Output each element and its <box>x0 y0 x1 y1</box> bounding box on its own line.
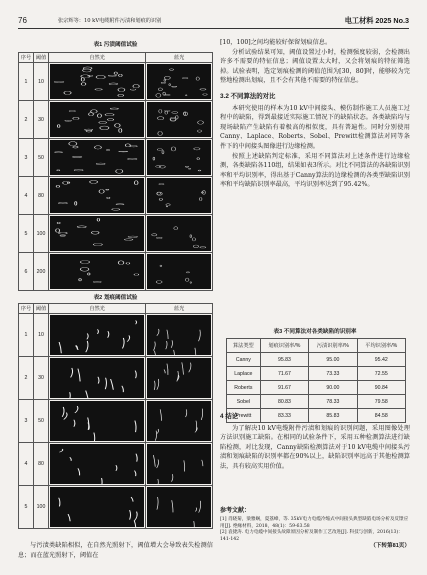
table1 <box>18 52 213 291</box>
running-header <box>18 14 409 28</box>
table2-blue-edge-image <box>147 358 211 398</box>
table2-index: 4 <box>19 443 34 486</box>
table3-cell: 95.00 <box>309 353 357 367</box>
table1-row <box>19 139 213 177</box>
table3-cell: 91.67 <box>260 381 308 395</box>
reference-item: [1] 肖晓菊，梁雅娴，夏荔峰，等. 35kV电力电缆冷缩式中间接头典型缺陷电场分析及反馈应用[J]. 绝缘材料，2018，48(1)：59-63.58 <box>220 517 409 529</box>
table1-header-index: 序号 <box>19 53 34 63</box>
table2-threshold: 100 <box>34 486 49 529</box>
conclusion-column <box>220 412 410 472</box>
table2-threshold: 50 <box>34 400 49 443</box>
table2-header-index: 序号 <box>19 304 34 314</box>
table1-row <box>19 177 213 215</box>
table3-row <box>227 381 406 395</box>
table3-cell: 90.00 <box>309 381 357 395</box>
paragraph: 为了解决10 kV电缆附件污渍和划痕的识别问题，采用图像处理方法识别施工缺陷。在相同的试验条件下，采用五种检测算法进行缺陷检测，对比发现，Canny缺陷检测算法对于10 kV电缆中间接头污渍和划痕缺陷的识别率都在90%以上，缺陷识别率远高于其他检测算法，具有较高实用价值。 <box>220 424 410 470</box>
section-heading-3-2: 3.2 不同算法的对比 <box>220 92 276 100</box>
table2-natural-edge-image <box>50 315 144 355</box>
table1-natural-edge-image <box>50 178 144 213</box>
table3-row <box>227 367 406 381</box>
table2-header-natural: 自然光 <box>49 304 146 314</box>
page-number: 76 <box>18 16 27 25</box>
table2-blue-edge-image <box>147 315 211 355</box>
table2-blue-edge-image <box>147 444 211 484</box>
table3-header-cell: 污渍识别率/% <box>309 339 357 353</box>
table3-cell: 95.42 <box>357 353 405 367</box>
paragraph: 分析试验结果可知，阈值设置过小时，检测强度较弱，会检测出许多不需要的特征信息；阈值设置太大时，又会将划痕的特征筛选掉。试验表明，选定划痕检测的阈值范围为[30，80]时，能够较为完整地检测出划痕，且不会有其他不需要的特征信息。 <box>220 48 410 85</box>
table1-natural-edge-image <box>50 140 144 175</box>
table1-index: 6 <box>19 253 34 291</box>
table2-natural-edge-image <box>50 444 144 484</box>
table2-threshold: 10 <box>34 314 49 357</box>
table3-header-cell: 平均识别率/% <box>357 339 405 353</box>
table1-index: 1 <box>19 63 34 101</box>
table2-blue-edge-image <box>147 487 211 527</box>
paragraph: 本研究使用的样本为10 kV中间接头、模仿制作施工人员施工过程中的缺陷，得到最接近实际施工情况下的缺陷状态。各类缺陷均与现场缺陷产生缺陷有着极高的相似度，具有普遍性。同时分别使用Canny、Laplace、Roberts、Sobel、Prewitt检测算法对同等条件下的中间接头图像进行边缘检测。 <box>220 104 410 150</box>
table3-cell: 83.33 <box>260 409 308 423</box>
table3-cell: 79.58 <box>357 395 405 409</box>
reference-item: [2] 袁捷涛. 电力电缆中间接头故障原因分析及制作工艺改进[J]. 科技与创新，2016(13)：141-142 <box>220 530 403 542</box>
table1-blue-edge-image <box>147 102 211 137</box>
table1-caption: 表1 污渍阈值试验 <box>93 42 138 48</box>
table2-header-blue: 蓝光 <box>146 304 213 314</box>
references-title: 参考文献： <box>220 508 251 514</box>
table1-blue-edge-image <box>147 216 211 251</box>
table3-cell: 80.83 <box>260 395 308 409</box>
table3-cell: 78.33 <box>309 395 357 409</box>
table3 <box>226 338 406 423</box>
running-head-title: 张宗辉等：10 kV电缆附件污渍和划痕的识别 <box>58 18 162 24</box>
section-heading-4: 4 结论 <box>220 413 239 420</box>
table1-natural-edge-image <box>50 216 144 251</box>
references <box>220 508 410 549</box>
table2-blue-edge-image <box>147 401 211 441</box>
left-bottom-text <box>18 541 213 560</box>
continued-note: （下转第81页） <box>370 543 410 550</box>
table3-cell: Laplace <box>227 367 261 381</box>
table2-row <box>19 486 213 529</box>
table1-blue-edge-image <box>147 254 211 289</box>
table3-cell: 85.83 <box>309 409 357 423</box>
table1-blue-edge-image <box>147 178 211 213</box>
table3-cell: 73.33 <box>309 367 357 381</box>
table3-row <box>227 353 406 367</box>
table2-index: 3 <box>19 400 34 443</box>
table3-cell: 84.58 <box>357 409 405 423</box>
table1-row <box>19 63 213 101</box>
table1-index: 2 <box>19 101 34 139</box>
table2-natural-edge-image <box>50 487 144 527</box>
table1-natural-edge-image <box>50 102 144 137</box>
table1-threshold: 80 <box>34 177 49 215</box>
table1-index: 3 <box>19 139 34 177</box>
table1-header-blue: 蓝光 <box>146 53 213 63</box>
table1-threshold: 50 <box>34 139 49 177</box>
table1-row <box>19 101 213 139</box>
table3-cell: 71.67 <box>260 367 308 381</box>
right-column <box>220 38 410 190</box>
table1-header-natural: 自然光 <box>49 53 146 63</box>
table3-cell: 95.83 <box>260 353 308 367</box>
table2-row <box>19 443 213 486</box>
table3-cell: Sobel <box>227 395 261 409</box>
table2-row <box>19 400 213 443</box>
table1-threshold: 30 <box>34 101 49 139</box>
table2-index: 5 <box>19 486 34 529</box>
table1-index: 4 <box>19 177 34 215</box>
table1-threshold: 100 <box>34 215 49 253</box>
table3-cell: Roberts <box>227 381 261 395</box>
table2-threshold: 80 <box>34 443 49 486</box>
paragraph: [10，100]之间均能较好保留划痕信息。 <box>220 39 332 46</box>
table2-natural-edge-image <box>50 401 144 441</box>
table2-index: 1 <box>19 314 34 357</box>
table1-index: 5 <box>19 215 34 253</box>
paragraph: 与污渍类缺陷相似，在自然光照射下，阈值增大会导致表失检测信息；而在蓝光照射下，阈值在 <box>18 542 213 559</box>
table2-header-threshold: 阈值 <box>34 304 49 314</box>
table3-row <box>227 395 406 409</box>
table3-header-cell: 划痕识别率/% <box>260 339 308 353</box>
table1-blue-edge-image <box>147 140 211 175</box>
table2-natural-edge-image <box>50 358 144 398</box>
table3-cell: Canny <box>227 353 261 367</box>
table1-natural-edge-image <box>50 64 144 99</box>
paragraph: 按照上述缺陷判定标准，采用不同算法对上述条件进行边缘检测，各类缺陷各110组，结果如表3所示。对比不同算法的各缺陷识别率和平均识别率，得出基于Canny算法的边缘检测的各类型缺陷识别率和平均缺陷识别率最高，平均识别率达到了95.42%。 <box>220 152 410 189</box>
table1-blue-edge-image <box>147 64 211 99</box>
table3-cell: 72.55 <box>357 367 405 381</box>
table2-index: 2 <box>19 357 34 400</box>
table1-natural-edge-image <box>50 254 144 289</box>
table3-cell: Prewitt <box>227 409 261 423</box>
table3-caption: 表3 不同算法对各类缺陷的识别率 <box>273 329 357 335</box>
table3-header-cell: 算法类型 <box>227 339 261 353</box>
table2-row <box>19 357 213 400</box>
table1-row <box>19 215 213 253</box>
table1-row <box>19 253 213 291</box>
table2-threshold: 30 <box>34 357 49 400</box>
table2 <box>18 303 213 529</box>
table1-header-threshold: 阈值 <box>34 53 49 63</box>
journal-issue: 电工材料 2025 No.3 <box>344 16 409 25</box>
table3-cell: 90.84 <box>357 381 405 395</box>
table2-row <box>19 314 213 357</box>
table1-threshold: 10 <box>34 63 49 101</box>
header-rule <box>18 28 409 29</box>
table2-caption: 表2 划痕阈值试验 <box>93 295 138 301</box>
table1-threshold: 200 <box>34 253 49 291</box>
